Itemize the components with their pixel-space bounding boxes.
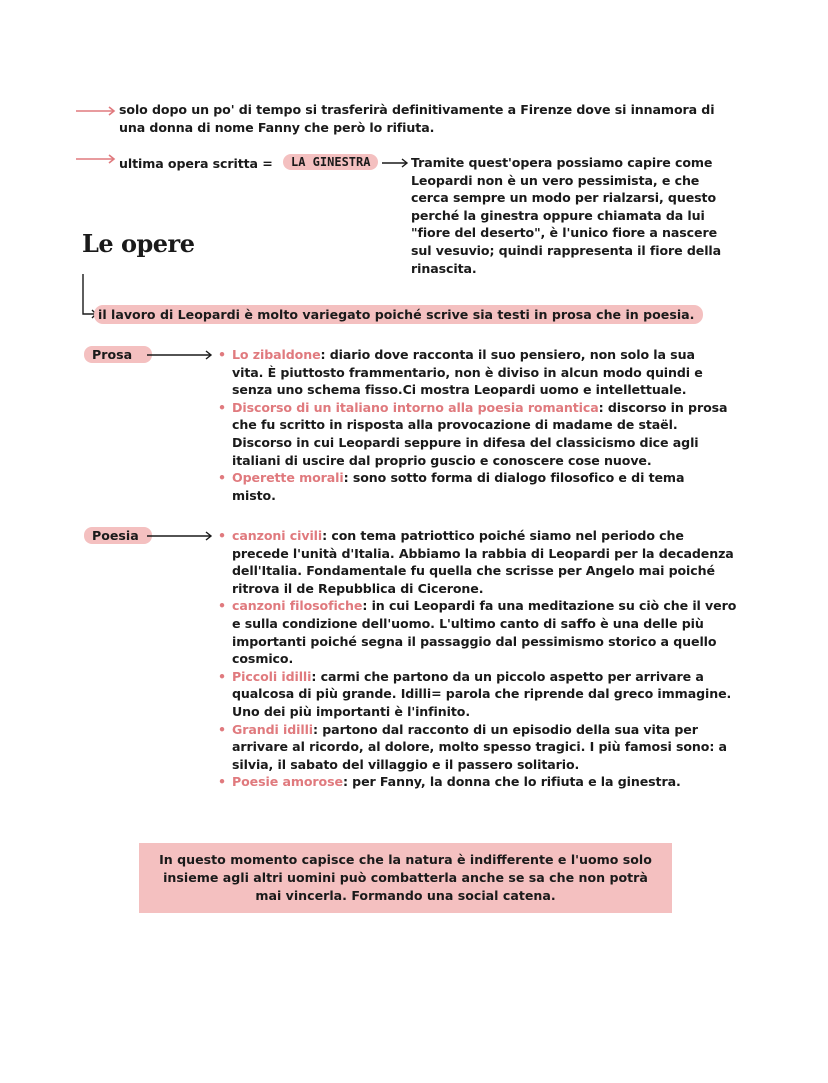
ginestra-highlight: LA GINESTRA xyxy=(283,154,378,170)
black-arrow-icon xyxy=(380,157,410,169)
list-item: • canzoni civili: con tema patriottico poiché siamo nel periodo che precede l'unità d'Italia. Abbiamo la rabbia di Leopardi per la decadenza dell'Italia. Fondamentale fu quella che scrisse per Angelo mai poiché ritrova il de Repubblica di Cicerone. xyxy=(218,527,742,597)
black-arrow-icon xyxy=(145,349,215,361)
poesia-label: Poesia xyxy=(84,527,152,544)
list-item: • Discorso di un italiano intorno alla poesia romantica: discorso in prosa che fu scritto in risposta alla provocazione di madame de staël. Discorso in cui Leopardi seppure in difesa del classicismo dice agli italiani di uscire dal proprio guscio e conoscere cose nuove. xyxy=(218,399,728,469)
red-arrow-icon xyxy=(74,152,118,166)
list-item: • Piccoli idilli: carmi che partono da un piccolo aspetto per arrivare a qualcosa di più grande. Idilli= parola che riprende dal greco immagine. Uno dei più importanti è l'infinito. xyxy=(218,668,742,721)
red-arrow-icon xyxy=(74,104,118,118)
section-summary: il lavoro di Leopardi è molto variegato poiché scrive sia testi in prosa che in poesia. xyxy=(94,305,703,324)
list-item: • Operette morali: sono sotto forma di dialogo filosofico e di tema misto. xyxy=(218,469,728,504)
section-title: Le opere xyxy=(82,229,195,258)
ginestra-description: Tramite quest'opera possiamo capire come Leopardi non è un vero pessimista, e che cerca sempre un modo per rialzarsi, questo perché la ginestra oppure chiamata da lui "fiore del deserto", è l'unico fiore a nascere sul vesuvio; quindi rappresenta il fiore della rinascita. xyxy=(411,155,722,276)
list-item: • Poesie amorose: per Fanny, la donna che lo rifiuta e la ginestra. xyxy=(218,773,742,791)
prosa-list xyxy=(218,346,728,504)
list-item: • Grandi idilli: partono dal racconto di un episodio della sua vita per arrivare al ricordo, al dolore, molto spesso tragici. I più famosi sono: a silvia, il sabato del villaggio e il passero solitario. xyxy=(218,721,742,774)
black-arrow-icon xyxy=(145,530,215,542)
final-note-text: In questo momento capisce che la natura è indifferente e l'uomo solo insieme agli altri uomini può combatterla anche se sa che non potrà mai vincerla. Formando una social catena. xyxy=(159,852,652,903)
intro-line: solo dopo un po' di tempo si trasferirà definitivamente a Firenze dove si innamora di una donna di nome Fanny che però lo rifiuta. xyxy=(119,102,715,135)
list-item: • canzoni filosofiche: in cui Leopardi fa una meditazione su ciò che il vero e sulla condizione dell'uomo. L'ultimo canto di saffo è una delle più importanti poiché segna il passaggio dal pessimismo storico a quello cosmico. xyxy=(218,597,742,667)
final-note-box xyxy=(139,843,672,913)
poesia-list xyxy=(218,527,742,791)
last-work-label: ultima opera scritta = xyxy=(119,156,273,171)
list-item: • Lo zibaldone: diario dove racconta il suo pensiero, non solo la sua vita. È piuttosto frammentario, non è diviso in alcun modo quindi e senza uno schema fisso.Ci mostra Leopardi uomo e intellettuale. xyxy=(218,346,728,399)
prosa-label: Prosa xyxy=(84,346,152,363)
